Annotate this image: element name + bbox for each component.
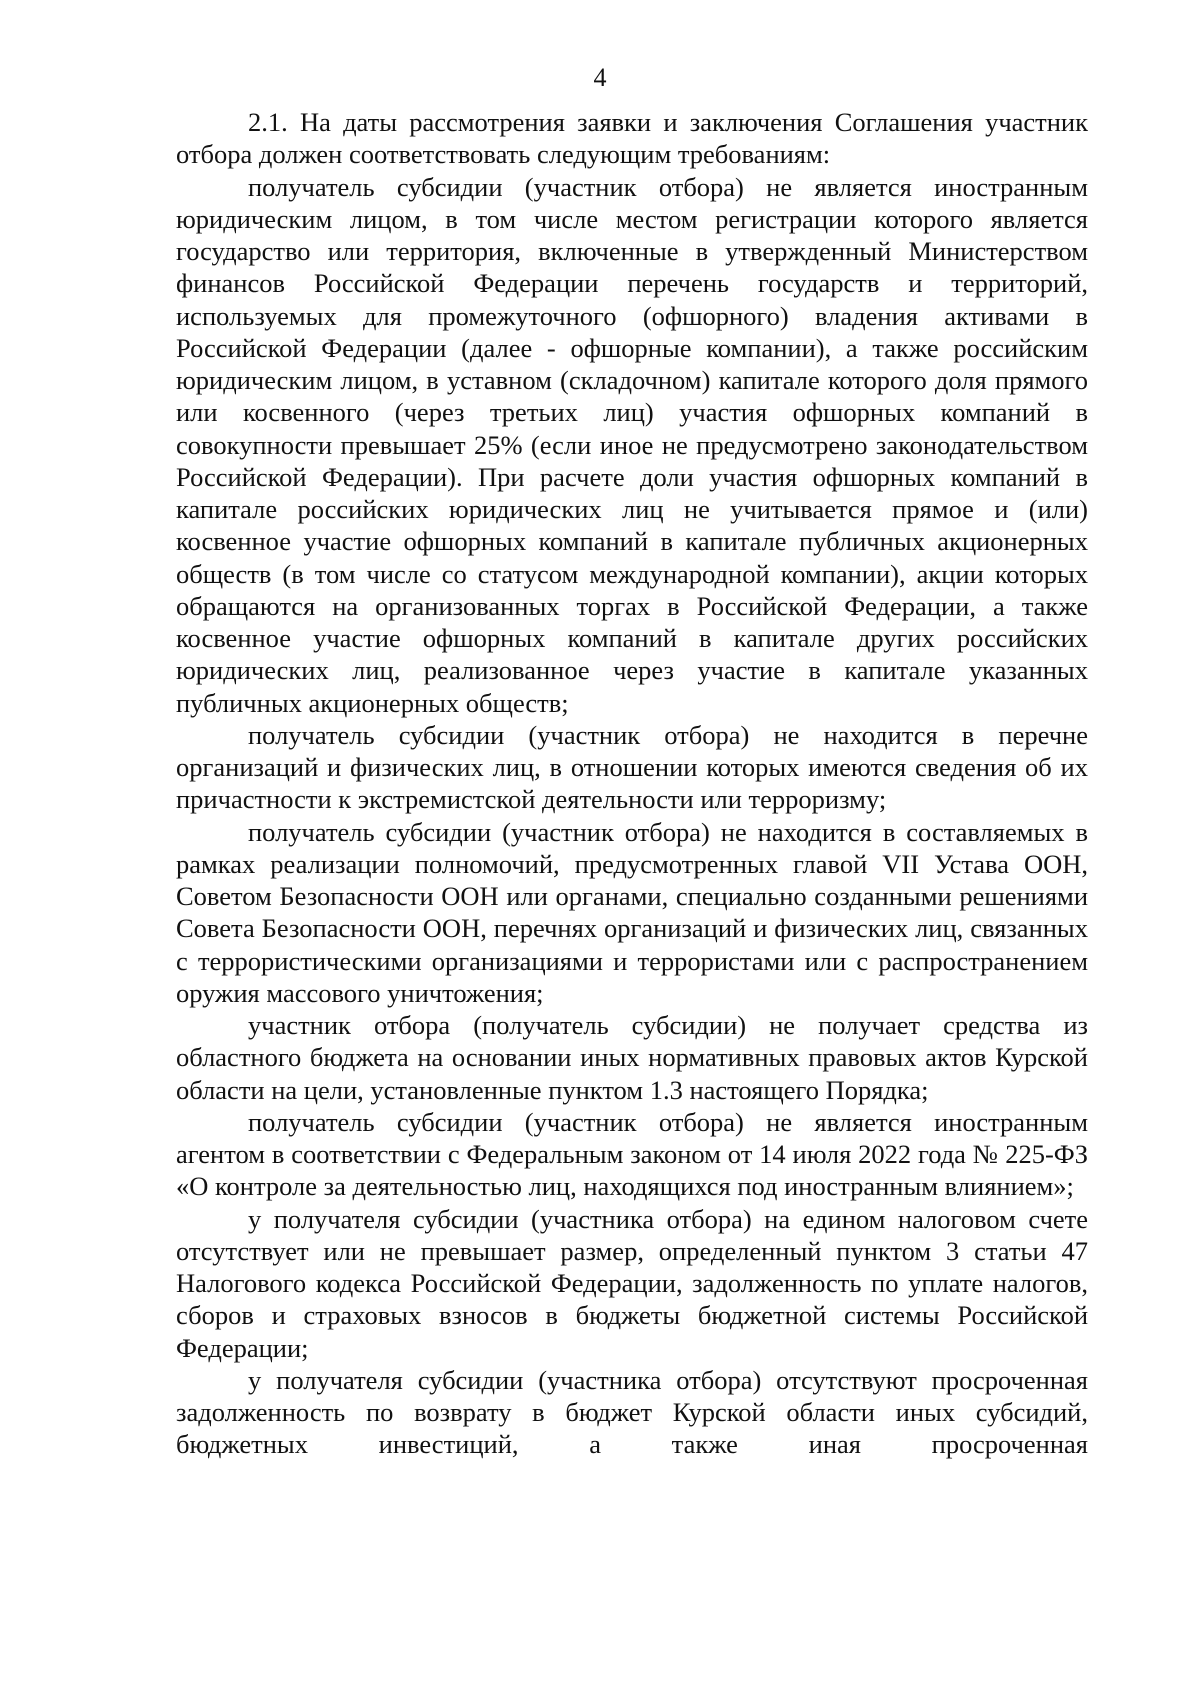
paragraph-other-funding: участник отбора (получатель субсидии) не получает средства из областного бюджета на основании иных нормативных правовых актов Курской области на цели, установленные пунктом 1.3 настоящего Порядка;	[176, 1010, 1088, 1105]
document-body	[176, 106, 1088, 1461]
paragraph-2-1: 2.1. На даты рассмотрения заявки и заключения Соглашения участник отбора должен соответствовать следующим требованиям:	[176, 107, 1088, 170]
paragraph-foreign-agent: получатель субсидии (участник отбора) не является иностранным агентом в соответствии с Федеральным законом от 14 июля 2022 года № 225-ФЗ «О контроле за деятельностью лиц, находящихся под иностранным влиянием»;	[176, 1106, 1088, 1202]
paragraph-tax-debt: у получателя субсидии (участника отбора) на едином налоговом счете отсутствует или не превышает размер, определенный пунктом 3 статьи 47 Налогового кодекса Российской Федерации, задолженность по уплате налогов, сборов и страховых взносов в бюджеты бюджетной системы Российской Федерации;	[176, 1203, 1088, 1363]
paragraph-offshore-requirement: получатель субсидии (участник отбора) не является иностранным юридическим лицом, в том числе местом регистрации которого является государство или территория, включенные в утвержденный Министерством финансов Российской Федерации перечень государств и территорий, используемых для промежуточного (офшорного) владения активами в Российской Федерации (далее - офшорные компании), а также российским юридическим лицом, в уставном (складочном) капитале которого доля прямого или косвенного (через третьих лиц) участия офшорных компаний в совокупности превышает 25% (если иное не предусмотрено законодательством Российской Федерации). При расчете доли участия офшорных компаний в капитале российских юридических лиц не учитывается прямое и (или) косвенное участие офшорных компаний в капитале публичных акционерных обществ (в том числе со статусом международной компании), акции которых обращаются на организованных торгах в Российской Федерации, а также косвенное участие офшорных компаний в капитале других российских юридических лиц, реализованное через участие в капитале указанных публичных акционерных обществ;	[176, 171, 1088, 718]
paragraph-un-lists: получатель субсидии (участник отбора) не находится в составляемых в рамках реализации полномочий, предусмотренных главой VII Устава ООН, Советом Безопасности ООН или органами, специально созданными решениями Совета Безопасности ООН, перечнях организаций и физических лиц, связанных с террористическими организациями и террористами или с распространением оружия массового уничтожения;	[176, 816, 1088, 1008]
paragraph-extremism-list: получатель субсидии (участник отбора) не находится в перечне организаций и физических лиц, в отношении которых имеются сведения об их причастности к экстремистской деятельности или терроризму;	[176, 719, 1088, 815]
page-number: 4	[593, 63, 607, 92]
paragraph-overdue-debt: у получателя субсидии (участника отбора) отсутствуют просроченная задолженность по возврату в бюджет Курской области иных субсидий, бюджетных инвестиций, а также иная просроченная	[176, 1364, 1088, 1460]
